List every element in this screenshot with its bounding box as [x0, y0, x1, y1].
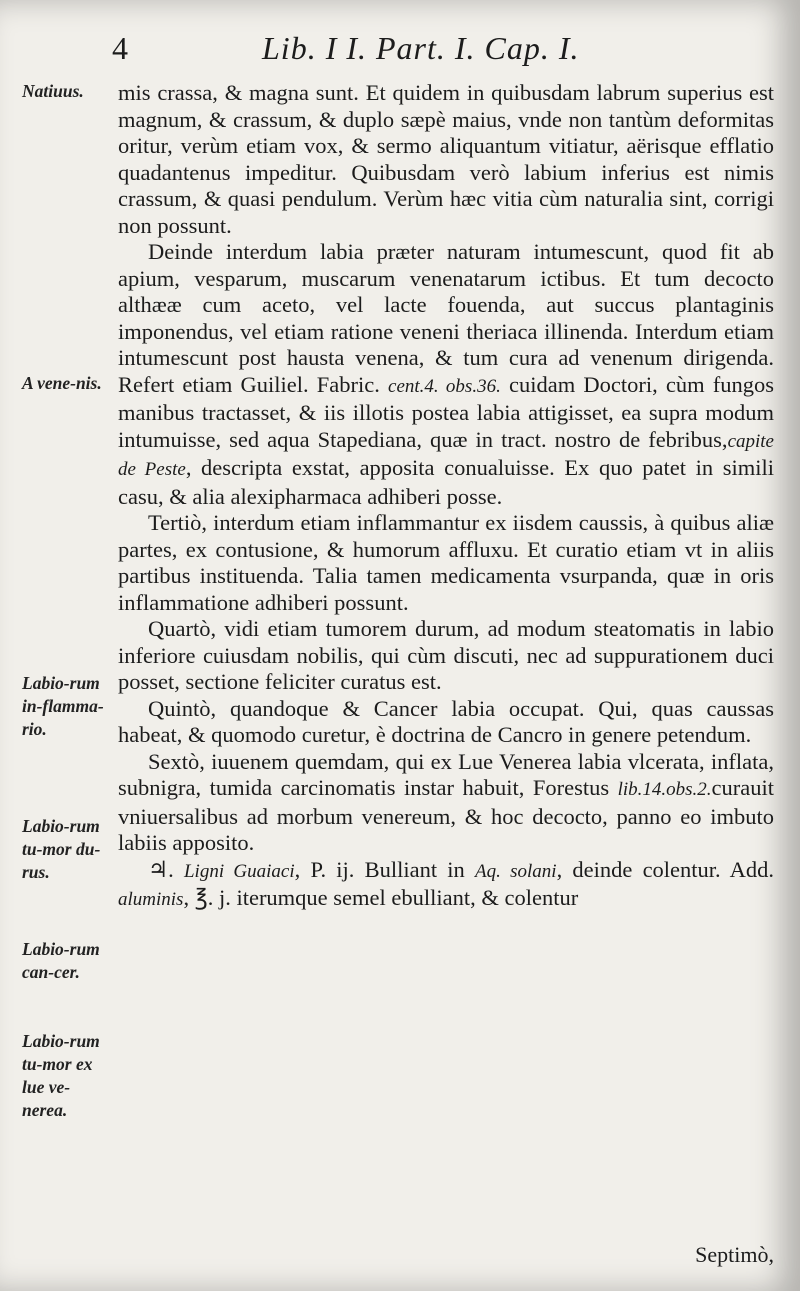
text-run: , ℥. j. iterumque semel ebulliant, & colentur [183, 885, 579, 910]
margin-note-lues: Labio-rum tu-mor ex lue ve-nerea. [22, 1031, 100, 1120]
margin-note-native: Natiuus. [22, 81, 84, 101]
text-run: mis crassa, & magna sunt. Et quidem in quibusdam labrum superius est magnum, & crassum, & duplo sæpè maius, vnde non tantùm deformitas oritur, verùm etiam vox, & sermo aliquantum vitiatur, aërisque efflatio quadantenus impeditur. Quibusdam verò labium inferius est nimis crassum, & quasi pendulum. Verùm hæc vitia cùm naturalia sint, corrigi non possunt. [118, 80, 774, 238]
text-run: Sextò, iuuenem quemdam, qui ex Lue Venerea labia vlcerata, inflata, subnigra, tumida carcinomatis instar habuit, Forestus [118, 748, 774, 800]
paragraph-p2 [118, 239, 774, 510]
catchword: Septimò, [695, 1242, 774, 1267]
running-title: Lib. I I. Part. I. Cap. I. [262, 30, 580, 66]
margin-note-cancer: Labio-rum can-cer. [22, 939, 100, 982]
paragraph-p6 [118, 749, 774, 857]
paragraph-p5 [118, 696, 774, 749]
paragraph-p4 [118, 616, 774, 696]
margin-note-venom: A vene-nis. [22, 373, 102, 393]
main-text [118, 80, 774, 914]
text-run: curauit vniuersalibus ad morbum venereum, & hoc decocto, panno eo imbuto labiis apposito. [118, 775, 774, 855]
italic-citation: aluminis [118, 889, 184, 910]
margin-note-inflammation: Labio-rum in-flamma-rio. [22, 673, 104, 739]
text-run: , deinde colentur. Add. [556, 856, 774, 882]
text-run: Quartò, vidi etiam tumorem durum, ad modum steatomatis in labio inferiore cuiusdam nobilis, qui cùm discuti, nec ad suppurationem duci posset, sectione feliciter curatus est. [118, 616, 774, 694]
paragraph-p3 [118, 510, 774, 616]
text-run: , P. ij. Bulliant in [294, 856, 475, 882]
italic-citation: capite de Peste [118, 430, 774, 480]
margin-note-hard-tumor: Labio-rum tu-mor du-rus. [22, 816, 101, 882]
italic-citation: Aq. solani [474, 860, 557, 882]
italic-citation: cent.4. obs.36. [388, 375, 501, 397]
paragraph-p1 [118, 80, 774, 239]
italic-citation: Ligni Guaiaci [183, 860, 295, 882]
page-number: 4 [112, 30, 129, 66]
text-run: Deinde interdum labia præter naturam intumescunt, quod fit ab apium, vesparum, muscarum venenatarum ictibus. Et tum decocto althææ cum aceto, vel lacte fouenda, aut succus plantaginis imponendus, vel etiam ratione veneni theriaca illinenda. Interdum etiam intumescunt post hausta venena, & tum cura ad venenum dirigenda. Refert etiam Guiliel. Fabric. [118, 239, 774, 397]
text-run: Tertiò, interdum etiam inflammantur ex iisdem caussis, à quibus aliæ partes, ex contusione, & humorum affluxu. Et curatio etiam vt in aliis partibus instituenda. Talia tamen medicamenta vsurpanda, quæ in oris inflammatione adhiberi possunt. [118, 510, 774, 615]
text-run: cuidam Doctori, cùm fungos manibus tractasset, & iis illotis postea labia attigisset, ea supra modum intumuisse, sed aqua Stapediana, quæ in tract. nostro de febribus, [118, 371, 774, 452]
paragraph-p7 [118, 857, 774, 914]
text-run: Quintò, quandoque & Cancer labia occupat. Qui, quas caussas habeat, & quomodo curetur, è doctrina de Cancro in genere petendum. [118, 695, 774, 747]
text-run: ♃. [148, 856, 184, 882]
italic-citation: lib.14.obs.2. [617, 779, 712, 800]
text-run: , descripta exstat, apposita conualuisse. Ex quo patet in simili casu, & alia alexipharmaca adhiberi posse. [118, 455, 774, 509]
